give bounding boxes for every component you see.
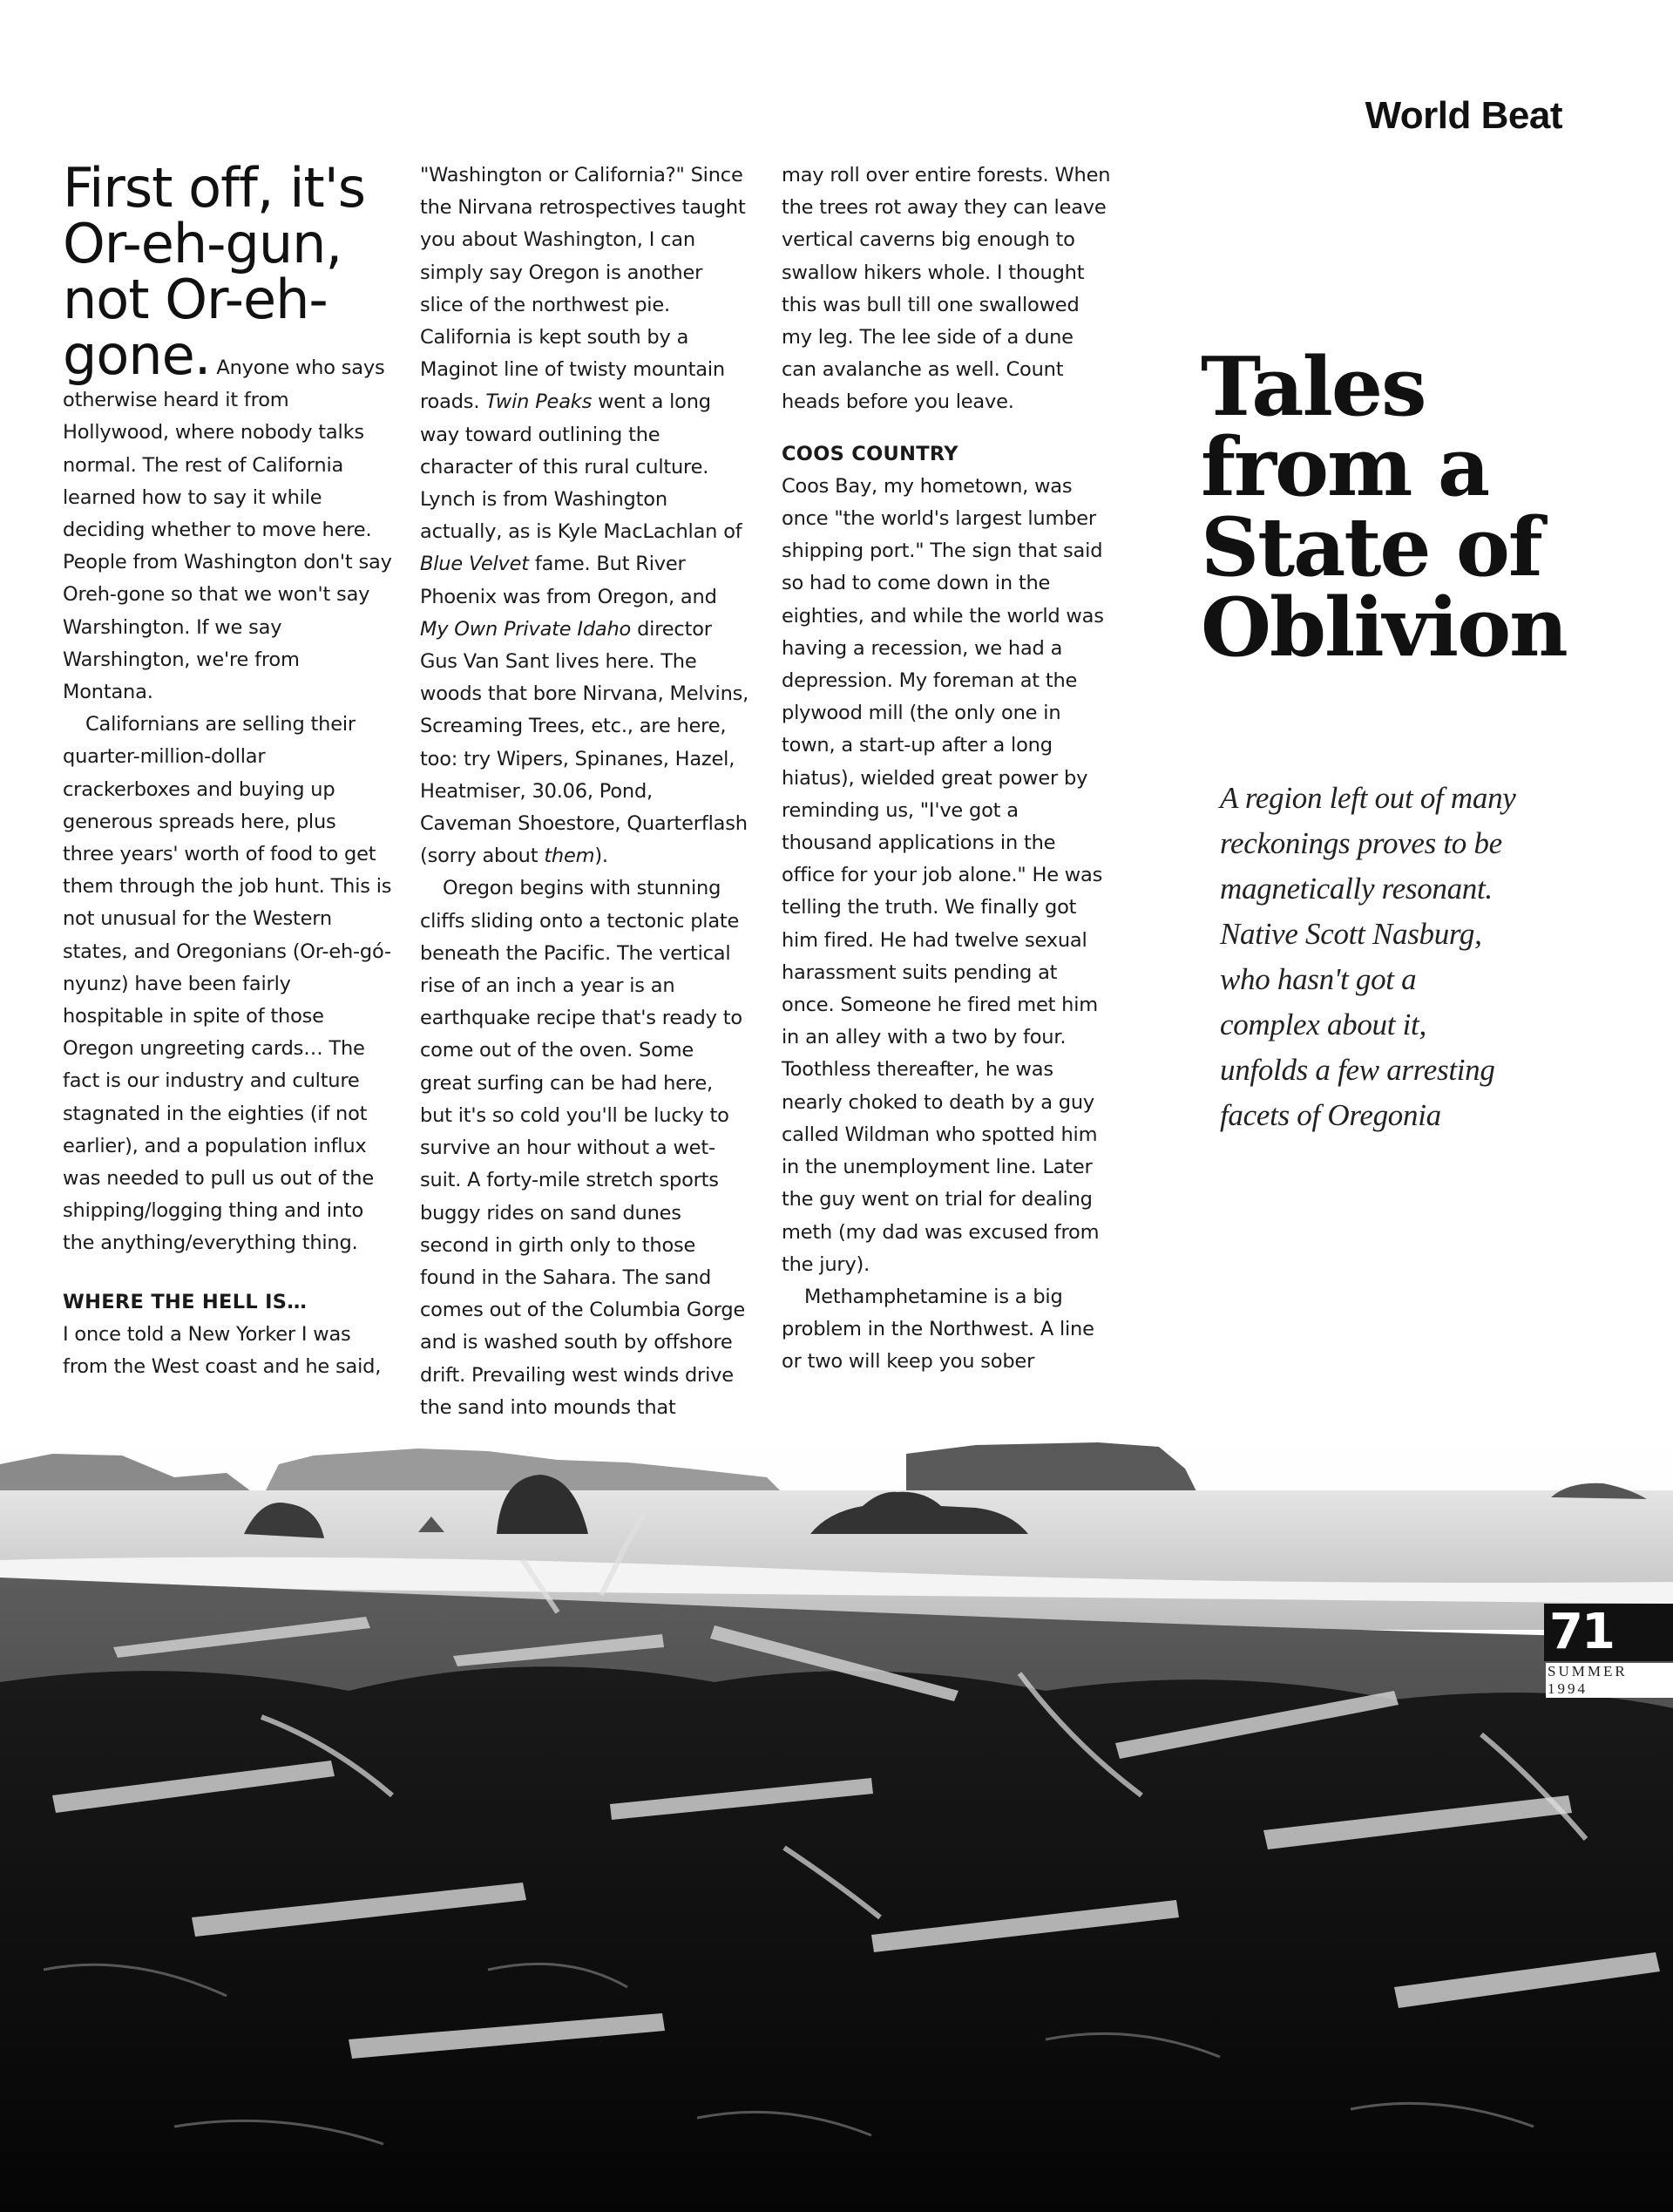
deck-line: reckonings proves to be: [1220, 826, 1502, 860]
paragraph: [420, 159, 749, 872]
headline-line: First off, it's: [63, 156, 366, 220]
title-line: Oblivion: [1201, 580, 1567, 675]
paragraph-text: fame. But River Phoenix was from Oregon, and: [420, 553, 717, 608]
article-deck: [1220, 776, 1534, 1138]
page-number: 71: [1544, 1604, 1673, 1661]
title-line: State of: [1201, 499, 1541, 594]
photo-illustration: [0, 1429, 1673, 2212]
title-reference: My Own Private Idaho: [420, 617, 632, 641]
deck-line: magnetically resonant.: [1220, 872, 1493, 906]
paragraph: Oregon begins with stunning cliffs sliding onto a tectonic plate beneath the Pacific. The vertical rise of an inch a year is an earthquake recipe that's ready to come out of the oven. Some great surfing can be had here, but it's so cold you'll be lucky to survive an hour without a wet-suit. A forty-mile stretch sports buggy rides on sand dunes second in girth only to those found in the Sahara. The sand comes out of the Columbia Gorge and is washed south by offshore drift. Prevailing west winds drive the sand into mounds that: [420, 877, 746, 1419]
headline-line: gone.: [63, 323, 211, 387]
deck-line: complex about it,: [1220, 1008, 1426, 1042]
paragraph-text: "Washington or California?" Since the Nirvana retrospectives taught you about Washington, I can simply say Oregon is another slice of the northwest pie. California is kept south by a Maginot line of twisty mountain roads.: [420, 164, 746, 414]
article-column-3: [782, 159, 1111, 1379]
title-reference: Blue Velvet: [420, 553, 529, 576]
headline-line: not Or-eh-: [63, 268, 328, 331]
subhead: WHERE THE HELL IS…: [63, 1290, 308, 1313]
paragraph: Coos Bay, my hometown, was once "the world's largest lumber shipping port." The sign that said so had to come down in the eighties, and while the world was having a recession, we had a depression. My foreman at the plywood mill (the only one in town, a start-up after a long hiatus), wielded great power by reminding us, "I've got a thousand applications in the office for your job alone." He was telling the truth. We finally got him fired. He had twelve sexual harassment suits pending at once. Someone he fired met him in an alley with a two by four. Toothless thereafter, he was nearly choked to death by a guy called Wildman who spotted him in the unemployment line. Later the guy went on trial for dealing meth (my dad was excused from the jury).: [782, 474, 1104, 1276]
article-column-1: [63, 156, 392, 1383]
paragraph: Californians are selling their quarter-million-dollar crackerboxes and buying up generous spreads here, plus three years' worth of food to get them through the job hunt. This is not unusual for the Western states, and Oregonians (Or-eh-gó-nyunz) have been fairly hospitable in spite of those Oregon ungreeting cards… The fact is our industry and culture stagnated in the eighties (if not earlier), and a population influx was needed to pull us out of the shipping/logging thing and into the anything/everything thing.: [63, 713, 392, 1255]
deck-line: Native Scott Nasburg,: [1220, 917, 1482, 951]
deck-line: who hasn't got a: [1220, 962, 1417, 996]
section-tag: World Beat: [1365, 94, 1562, 137]
title-reference: Twin Peaks: [485, 390, 593, 414]
headline-line: Or-eh-gun,: [63, 212, 342, 275]
issue-date: SUMMER 1994: [1546, 1663, 1673, 1698]
deck-line: unfolds a few arresting: [1220, 1053, 1495, 1087]
paragraph-text: ).: [594, 845, 608, 868]
title-line: from a: [1201, 419, 1489, 514]
paragraph: Methamphetamine is a big problem in the Northwest. A line or two will keep you sober: [782, 1285, 1094, 1374]
subhead: COOS COUNTRY: [782, 442, 958, 465]
paragraph-text: director Gus Van Sant lives here. The woods that bore Nirvana, Melvins, Screaming Trees, etc., are here, too: try Wipers, Spinanes, Hazel, Heatmiser, 30.06, Pond, Caveman Shoestore, Quarterflash (sorry about: [420, 617, 749, 868]
paragraph-text: Anyone who says otherwise heard it from Hollywood, where nobody talks normal. The rest of California learned how to say it while deciding whether to move here. People from Washington don't say Oreh-gone so that we won't say Warshington. If we say Warshington, we're from Montana.: [63, 356, 392, 704]
deck-line: A region left out of many: [1220, 781, 1516, 815]
paragraph-text: went a long way toward outlining the character of this rural culture. Lynch is from Washington actually, as is Kyle MacLachlan of: [420, 390, 742, 544]
emphasis: them: [544, 845, 595, 868]
paragraph: may roll over entire forests. When the trees rot away they can leave vertical caverns big enough to swallow hikers whole. I thought this was bull till one swallowed my leg. The lee side of a dune can avalanche as well. Count heads before you leave.: [782, 164, 1111, 414]
title-line: Tales: [1201, 339, 1426, 434]
paragraph: I once told a New Yorker I was from the West coast and he said,: [63, 1322, 382, 1379]
driftwood-beach-photo: [0, 1429, 1673, 2212]
article-title: [1201, 339, 1575, 675]
deck-line: facets of Oregonia: [1220, 1098, 1441, 1132]
article-column-2: [420, 159, 749, 1424]
paragraph: [63, 323, 392, 709]
